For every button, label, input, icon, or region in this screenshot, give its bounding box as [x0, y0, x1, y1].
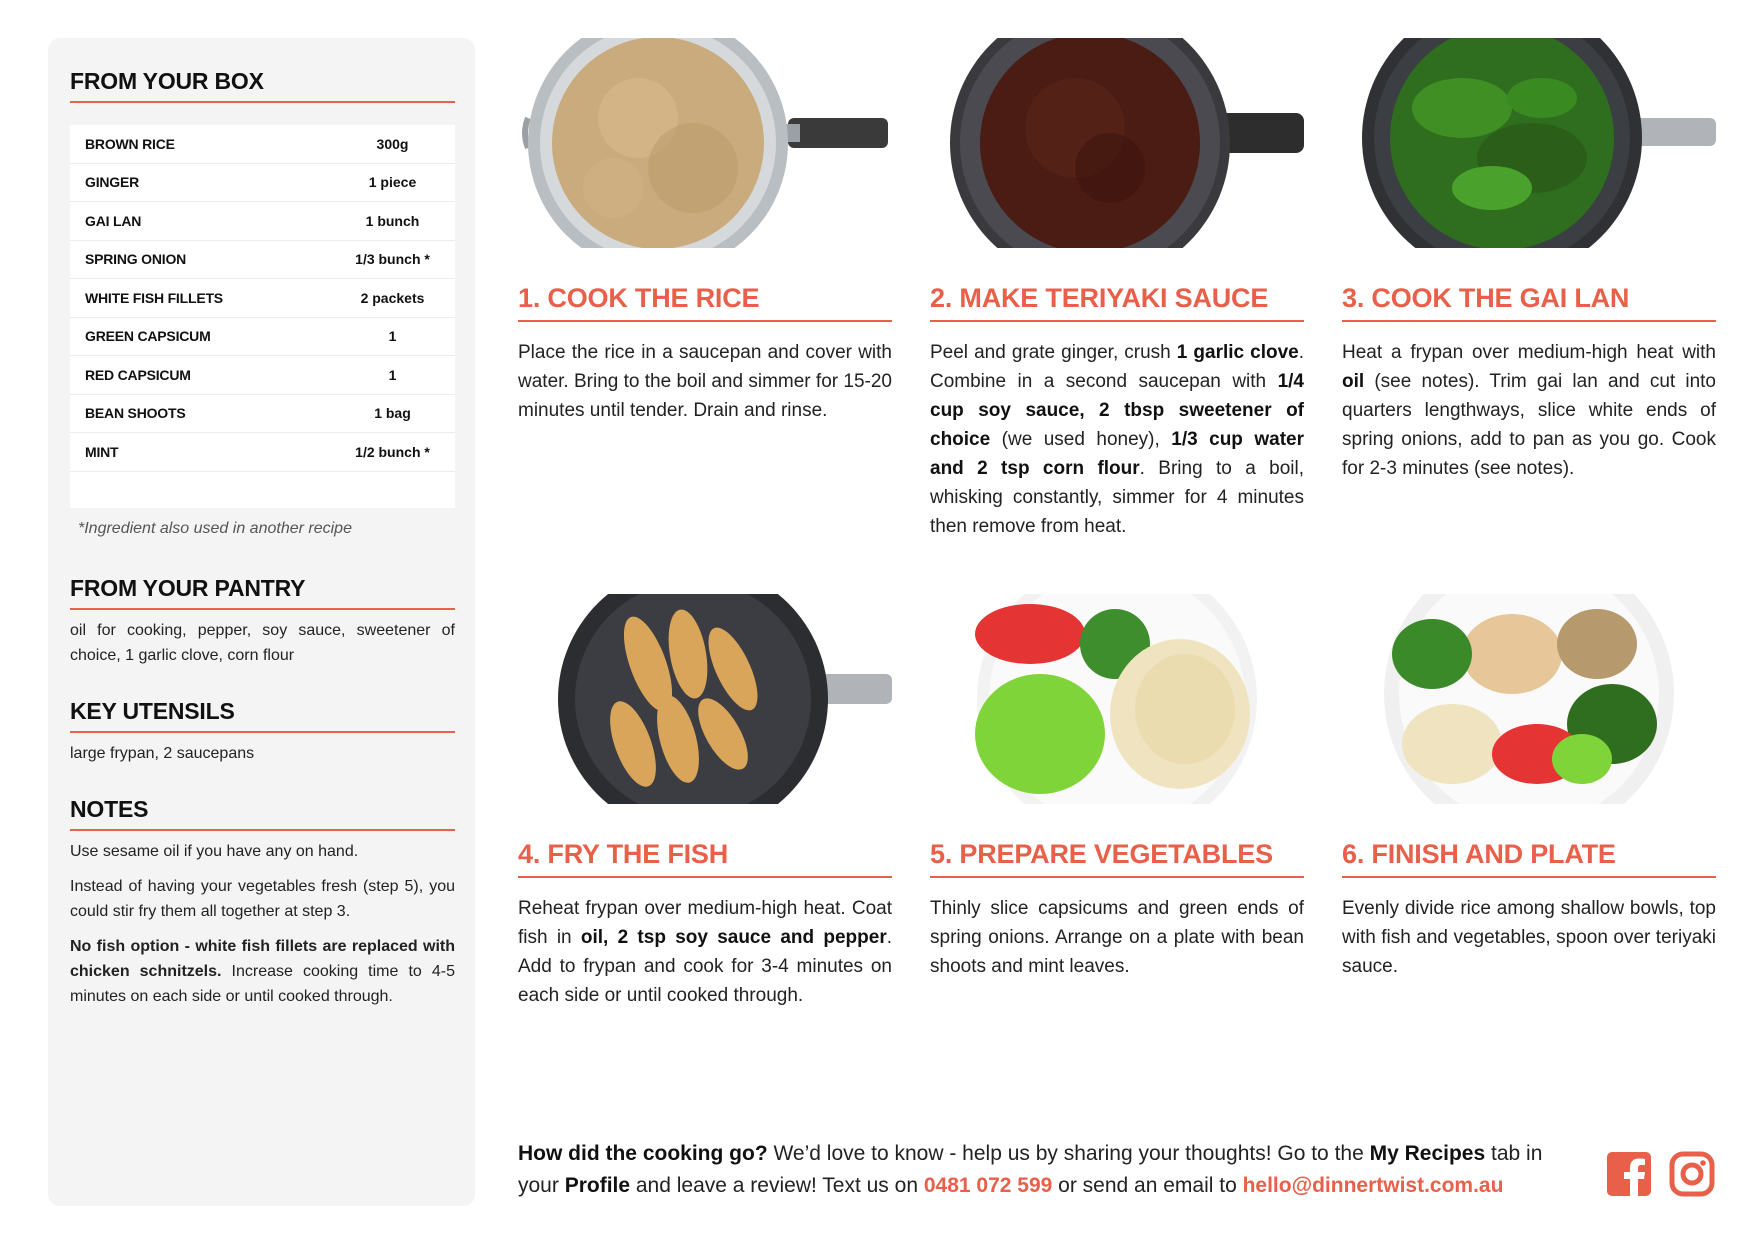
step-title: 5. PREPARE VEGETABLES	[930, 839, 1304, 878]
notes-heading: NOTES	[70, 796, 455, 831]
step-text: Reheat frypan over medium-high heat. Coat fish in	[518, 898, 892, 948]
ingredient-name: GREEN CAPSICUM	[85, 328, 211, 345]
step-title: 2. MAKE TERIYAKI SAUCE	[930, 283, 1304, 322]
ingredient-row	[70, 241, 455, 280]
step-title: 4. FRY THE FISH	[518, 839, 892, 878]
ingredient-row	[70, 279, 455, 318]
step-text: . Bring to a boil, whisking constantly, simmer for 4 minutes then remove from heat.	[930, 458, 1304, 537]
my-recipes-label: My Recipes	[1369, 1142, 1486, 1165]
footer-text: or send an email to	[1052, 1174, 1243, 1197]
profile-label: Profile	[564, 1174, 631, 1197]
note-2: Instead of having your vegetables fresh (step 5), you could stir fry them all together at step 3.	[70, 878, 455, 920]
gai-lan-in-pan-photo	[1342, 38, 1716, 248]
ingredient-quantity: 1	[388, 328, 397, 345]
email-link[interactable]: hello@dinnertwist.com.au	[1242, 1174, 1504, 1197]
ingredient-quantity: 1/3 bunch *	[355, 251, 430, 268]
ingredient-name: WHITE FISH FILLETS	[85, 289, 223, 306]
step-text: (we used honey),	[990, 429, 1172, 450]
ingredient-row	[70, 202, 455, 241]
from-your-box-heading: FROM YOUR BOX	[70, 68, 455, 103]
feedback-question: How did the cooking go?	[518, 1142, 768, 1165]
utensils-text: large frypan, 2 saucepans	[70, 745, 255, 762]
step-title: 6. FINISH AND PLATE	[1342, 839, 1716, 878]
step-text: Place the rice in a saucepan and cover with water. Bring to the boil and simmer for 15-20 minutes until tender. Drain and rinse.	[518, 342, 892, 421]
feedback-footer	[518, 1138, 1578, 1202]
phone-link[interactable]: 0481 072 599	[923, 1174, 1053, 1197]
step-body	[1342, 338, 1716, 483]
step-6	[1342, 594, 1716, 977]
ingredient-quantity: 300g	[376, 135, 409, 152]
ingredient-name: SPRING ONION	[85, 251, 187, 268]
key-utensils-heading: KEY UTENSILS	[70, 698, 455, 733]
ingredient-row	[70, 125, 455, 164]
step-text-bold: 1/4 cup soy sauce, 2 tbsp sweetener of choice	[930, 371, 1304, 450]
step-body	[518, 894, 892, 1010]
step-title: 1. COOK THE RICE	[518, 283, 892, 322]
step-body	[930, 338, 1304, 541]
ingredient-row	[70, 164, 455, 203]
step-text: Heat a frypan over medium-high heat with	[1342, 342, 1716, 363]
note-3-rest: Increase cooking time to 4-5 minutes on each side or until cooked through.	[70, 963, 456, 1005]
ingredient-note: *Ingredient also used in another recipe	[78, 520, 352, 537]
fish-in-frypan-photo	[518, 594, 892, 804]
note-1: Use sesame oil if you have any on hand.	[70, 843, 359, 860]
ingredient-quantity: 1/2 bunch *	[355, 443, 430, 460]
step-text-bold: oil	[1342, 371, 1365, 392]
ingredient-name: GINGER	[85, 174, 140, 191]
note-3	[70, 934, 455, 1009]
step-2	[930, 38, 1304, 537]
footer-text: We’d love to know - help us by sharing your thoughts! Go to the	[767, 1142, 1370, 1165]
pantry-text: oil for cooking, pepper, soy sauce, sweetener of choice, 1 garlic clove, corn flour	[70, 622, 455, 664]
ingredient-quantity: 1	[388, 366, 397, 383]
step-body	[518, 338, 892, 425]
step-body	[930, 894, 1304, 981]
finished-bowl-photo	[1342, 594, 1716, 804]
step-3	[1342, 38, 1716, 479]
step-text-bold: 1/3 cup water and 2 tsp corn flour	[930, 429, 1304, 479]
ingredients-sidebar	[48, 38, 475, 1206]
step-text: (see notes). Trim gai lan and cut into quarters lengthways, slice white ends of spring onions, add to pan as you go. Cook for 2-3 minutes (see notes).	[1342, 371, 1716, 479]
ingredient-row	[70, 433, 455, 472]
ingredient-row	[70, 356, 455, 395]
note-3-bold: No fish option - white fish fillets are replaced with chicken schnitzels.	[70, 938, 455, 980]
rice-in-strainer-photo	[518, 38, 892, 248]
ingredient-row	[70, 395, 455, 434]
step-text: Evenly divide rice among shallow bowls, top with fish and vegetables, spoon over teriyaki sauce.	[1342, 898, 1716, 977]
step-text: Thinly slice capsicums and green ends of spring onions. Arrange on a plate with bean shoots and mint leaves.	[930, 898, 1304, 977]
ingredient-name: BROWN RICE	[85, 135, 175, 152]
step-5	[930, 594, 1304, 977]
ingredient-row	[70, 318, 455, 357]
step-body	[1342, 894, 1716, 981]
facebook-icon[interactable]	[1605, 1150, 1653, 1198]
step-text: . Combine in a second saucepan with	[930, 342, 1304, 392]
ingredient-quantity: 1 bunch	[365, 212, 420, 229]
step-text: Peel and grate ginger, crush	[930, 342, 1177, 363]
ingredient-quantity: 2 packets	[360, 289, 425, 306]
ingredients-table	[70, 125, 455, 508]
step-1	[518, 38, 892, 421]
step-4	[518, 594, 892, 1006]
instagram-icon[interactable]	[1668, 1150, 1716, 1198]
footer-text: and leave a review! Text us on	[630, 1174, 924, 1197]
ingredient-quantity: 1 piece	[368, 174, 417, 191]
ingredient-name: MINT	[85, 443, 119, 460]
vegetables-on-plate-photo	[930, 594, 1304, 804]
from-your-pantry-heading: FROM YOUR PANTRY	[70, 575, 455, 610]
notes-text	[70, 839, 455, 1019]
ingredient-name: GAI LAN	[85, 212, 142, 229]
step-title: 3. COOK THE GAI LAN	[1342, 283, 1716, 322]
step-text: . Add to frypan and cook for 3-4 minutes on each side or until cooked through.	[518, 927, 892, 1006]
step-text-bold: oil, 2 tsp soy sauce and pepper	[580, 927, 887, 948]
step-text-bold: 1 garlic clove	[1176, 342, 1299, 363]
ingredient-name: BEAN SHOOTS	[85, 405, 186, 422]
ingredient-quantity: 1 bag	[374, 405, 411, 422]
footer-text: tab in your	[518, 1142, 1543, 1197]
ingredient-name: RED CAPSICUM	[85, 366, 191, 383]
sauce-in-saucepan-photo	[930, 38, 1304, 248]
